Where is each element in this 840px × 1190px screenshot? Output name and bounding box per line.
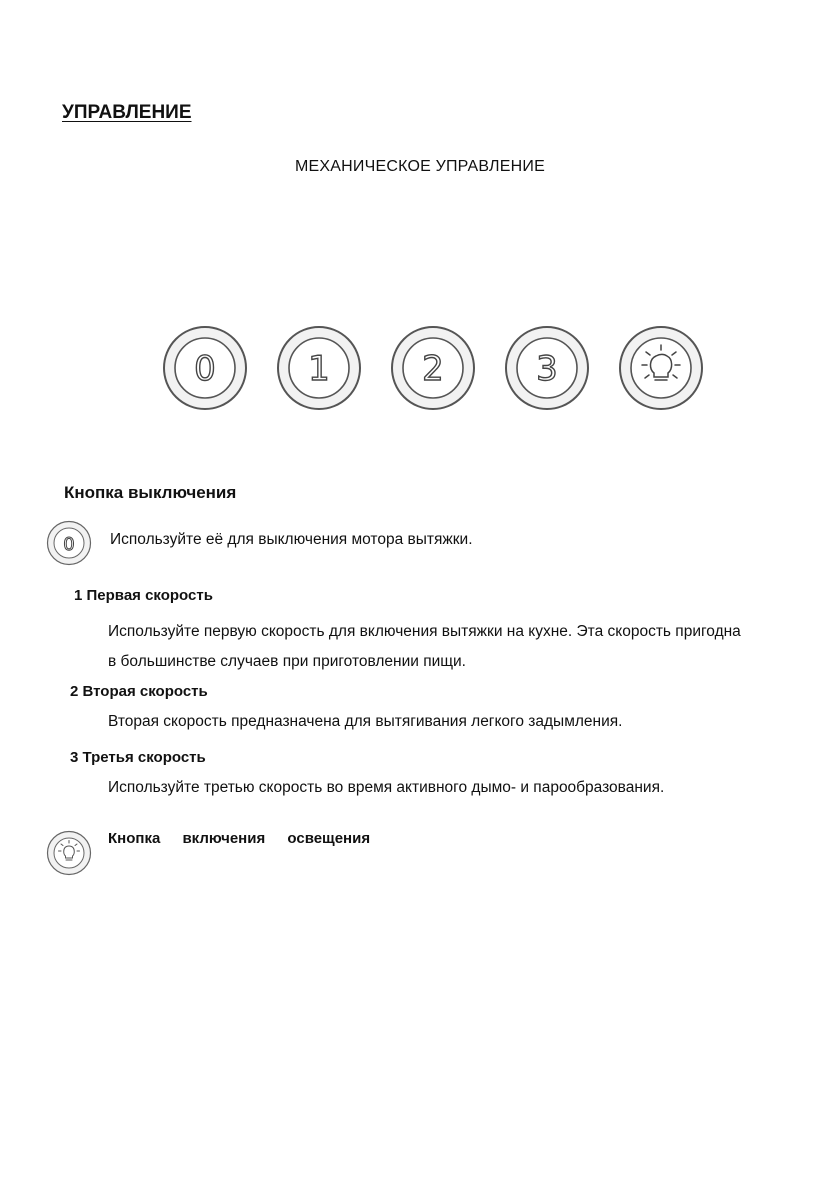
off-button-icon-wrap [46,520,92,566]
page-title: УПРАВЛЕНИЕ [62,102,192,123]
light-button-icon-wrap [46,830,92,876]
light-bulb-icon [618,325,704,411]
off-button-description: Используйте её для выключения мотора вытяжки. [110,531,473,548]
digit-2-icon [390,325,476,411]
speed-1-description-line-1: Используйте первую скорость для включения вытяжки на кухне. Эта скорость пригодна [108,623,741,640]
light-button-label: Кнопка включения освещения [108,830,371,847]
digit-0-icon [46,520,92,566]
speed-3-heading: 3 Третья скорость [70,749,206,766]
speed-1-button[interactable] [276,325,362,411]
speed-2-heading: 2 Вторая скорость [70,683,208,700]
svg-text:0: 0 [194,349,216,389]
speed-2-description: Вторая скорость предназначена для вытягивания легкого задымления. [108,713,623,730]
speed-3-button[interactable] [504,325,590,411]
svg-text:0: 0 [63,534,75,555]
speed-3-description: Используйте третью скорость во время активного дымо- и парообразования. [108,779,665,796]
svg-text:1: 1 [308,349,330,389]
svg-text:2: 2 [422,349,444,389]
digit-0-icon [162,325,248,411]
speed-2-button[interactable] [390,325,476,411]
speed-1-description-line-2: в большинстве случаев при приготовлении пищи. [108,653,466,670]
digit-3-icon [504,325,590,411]
light-bulb-icon [46,830,92,876]
speed-0-button[interactable] [162,325,248,411]
off-button-heading: Кнопка выключения [64,483,237,502]
page-subtitle: МЕХАНИЧЕСКОЕ УПРАВЛЕНИЕ [295,158,545,175]
speed-1-heading: 1 Первая скорость [74,587,213,604]
light-button[interactable] [618,325,704,411]
digit-1-icon [276,325,362,411]
svg-text:3: 3 [536,349,558,389]
